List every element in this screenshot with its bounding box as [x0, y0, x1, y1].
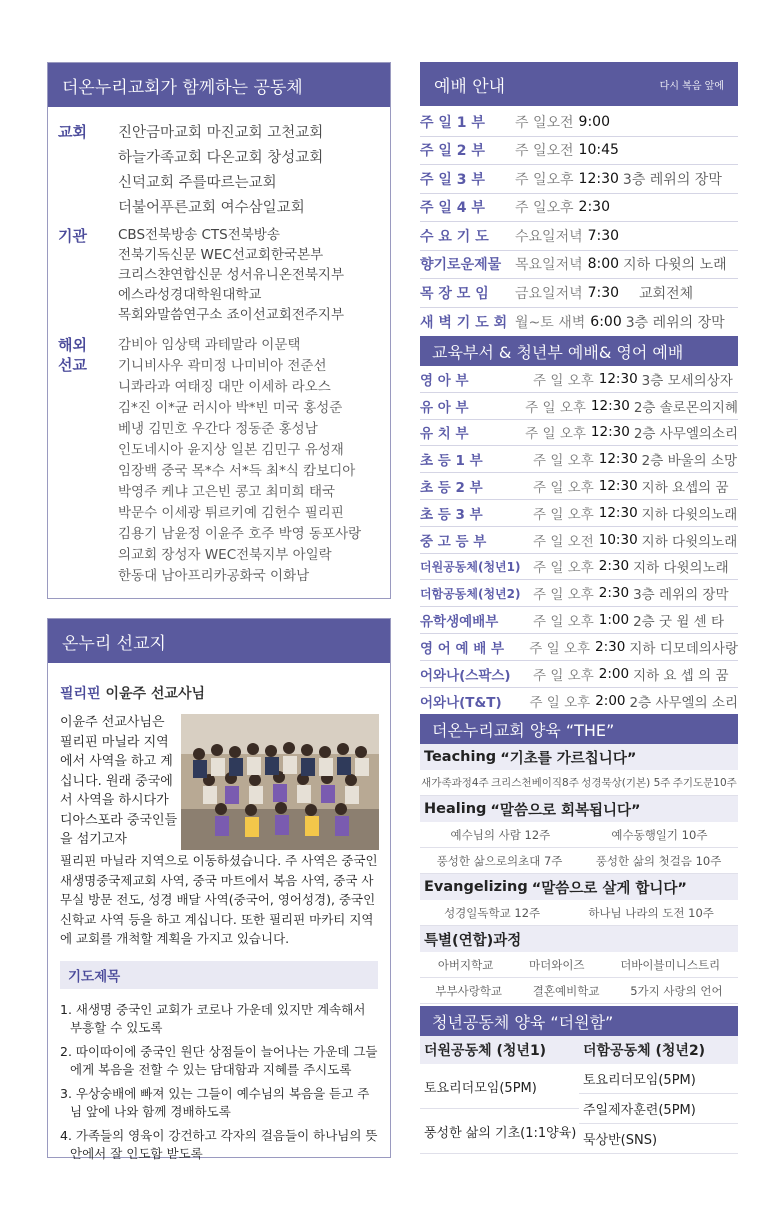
mission-line: 인도네시아 윤지상 일본 김민구 유성재: [118, 442, 344, 458]
church-line: 더불어푸른교회 여수삼일교회: [118, 200, 305, 216]
prayer-list: [48, 1001, 390, 1163]
community-panel: [47, 62, 391, 599]
evangelizing-row: Evangelizing “말씀으로 살게 합니다”: [420, 874, 738, 900]
prayer-item: 4. 가족들의 영육이 강건하고 각자의 걸음들이 하나님의 뜻 안에서 잘 인도함 받도록: [60, 1127, 378, 1161]
org-line: 전북기독신문 WEC선교회한국본부: [118, 247, 324, 263]
worship-header: [420, 62, 738, 106]
org-label: 기관: [58, 227, 87, 245]
org-line: 에스라성경대학원대학교: [118, 287, 262, 303]
missionary-name: [48, 663, 390, 711]
youth-item: 묵상반(SNS): [579, 1124, 738, 1154]
education-row: 초 등 3 부 주 일 오후 12:30 지하 다윗의노래: [420, 500, 738, 527]
youth-item: 주일제자훈련(5PM): [579, 1094, 738, 1124]
missionary-panel: [47, 618, 391, 1161]
youth-item: 풍성한 삶의 기초(1:1양육): [420, 1109, 579, 1154]
special-items: 아버지학교 마더와이즈 더바이블미니스트리: [420, 952, 738, 978]
healing-items: 예수님의 사람 12주 예수동행일기 10주: [420, 822, 738, 848]
education-row: 초 등 1 부 주 일 오후 12:30 2층 바울의 소망: [420, 446, 738, 473]
worship-title: 예배 안내: [434, 76, 506, 97]
youth-item: 토요리더모임(5PM): [420, 1064, 579, 1109]
org-section: [48, 225, 390, 325]
church-line: 신덕교회 주를따르는교회: [118, 175, 277, 191]
org-line: CBS전북방송 CTS전북방송: [118, 227, 280, 243]
church-section: [48, 121, 390, 221]
mission-line: 감비아 임상택 과테말라 이문택: [118, 337, 301, 353]
worship-row: 주 일 2 부 주 일오전 10:45: [420, 137, 738, 166]
worship-row: 수 요 기 도 수요일저녁 7:30: [420, 222, 738, 251]
mission-line: 기니비사우 곽미정 나미비아 전준선: [118, 358, 327, 374]
mission-section: [48, 335, 390, 587]
education-row: 유학생예배부 주 일 오후 1:00 2층 굿 윌 센 타: [420, 607, 738, 634]
missionary-intro: 이윤주 선교사님은 필리핀 마닐라 지역에서 사역을 하고 계십니다. 원래 중국에서 사역을 하시다가 디아스포라 중국인들을 섬기고자: [60, 715, 178, 847]
mission-line: 한동대 남아프리카공화국 이화남: [118, 568, 310, 584]
teaching-row: Teaching “기초를 가르칩니다”: [420, 744, 738, 770]
mission-line: 베냉 김민호 우간다 정동준 홍성남: [118, 421, 318, 437]
training-section: [420, 744, 738, 1004]
prayer-item: 1. 새생명 중국인 교회가 코로나 가운데 있지만 계속해서 부흥할 수 있도록: [60, 1001, 366, 1035]
worship-row: 주 일 4 부 주 일오후 2:30: [420, 194, 738, 223]
mission-label: 선교: [58, 356, 87, 374]
mission-line: 임장백 중국 목*수 서*득 최*식 캄보디아: [118, 463, 356, 479]
education-row: 유 치 부 주 일 오후 12:30 2층 사무엘의소리: [420, 420, 738, 447]
worship-row: 향기로운제물 목요일저녁 8:00 지하 다윗의 노래: [420, 251, 738, 280]
worship-row: 새 벽 기 도 회 월~토 새벽 6:00 3층 레위의 장막: [420, 313, 725, 331]
org-line: 목회와말씀연구소 죠이선교회전주지부: [118, 307, 344, 323]
education-table: [420, 366, 738, 714]
education-row: 초 등 2 부 주 일 오후 12:30 지하 요셉의 꿈: [420, 473, 738, 500]
education-row: 더원공동체(청년1) 주 일 오후 2:30 지하 다윗의노래: [420, 554, 738, 581]
special-items: 부부사랑학교 결혼예비학교 5가지 사랑의 언어: [420, 978, 738, 1004]
worship-subtitle: 다시 복음 앞에: [659, 80, 724, 92]
youth-item: 토요리더모임(5PM): [579, 1064, 738, 1094]
church-line: 진안금마교회 마진교회 고천교회: [118, 125, 324, 141]
evangelizing-items: 성경일독학교 12주 하나님 나라의 도전 10주: [420, 900, 738, 926]
prayer-item: 3. 우상숭배에 빠져 있는 그들이 예수님의 복음을 듣고 주님 앞에 나와 함께 경배하도록: [60, 1085, 370, 1119]
youth-col2-head: 더함공동체 (청년2): [579, 1036, 738, 1064]
education-row: 중 고 등 부 주 일 오전 10:30 지하 다윗의노래: [420, 527, 738, 554]
teaching-items: 새가족과정4주 크리스천베이직8주 성경묵상(기본) 5주 주기도문10주: [420, 770, 738, 796]
youth-grid: [420, 1036, 738, 1154]
education-row: 영 아 부 주 일 오후 12:30 3층 모세의상자: [420, 366, 738, 393]
church-line: 하늘가족교회 다온교회 창성교회: [118, 150, 324, 166]
youth-col1-head: 더원공동체 (청년1): [420, 1036, 579, 1064]
education-header: 교육부서 & 청년부 예배& 영어 예배: [420, 336, 738, 366]
missionary-country: 필리핀: [60, 686, 101, 702]
church-label: 교회: [58, 123, 87, 141]
education-row: 더함공동체(청년2) 주 일 오후 2:30 3층 레위의 장막: [420, 580, 738, 607]
prayer-item: 2. 따이따이에 중국인 원단 상점들이 늘어나는 가운데 그들에게 복음을 전할 수 있는 담대함과 지혜를 주시도록: [60, 1043, 378, 1077]
prayer-header: 기도제목: [60, 961, 378, 989]
mission-line: 니콰라과 여태징 대만 이세하 라오스: [118, 379, 331, 395]
mission-label: 해외: [58, 336, 87, 354]
missionary-header: [48, 619, 390, 663]
healing-items: 풍성한 삶으로의초대 7주 풍성한 삶의 첫걸음 10주: [420, 848, 738, 874]
right-column: [420, 62, 738, 1154]
worship-row: 목 장 모 임 금요일저녁 7:30 교회전체: [420, 279, 738, 308]
worship-row: 주 일 1 부 주 일오전 9:00: [420, 108, 738, 137]
mission-line: 의교회 장성자 WEC전북지부 아일락: [118, 547, 332, 563]
mission-line: 박영주 케냐 고은빈 콩고 최미희 태국: [118, 484, 336, 500]
training-header: 더온누리교회 양육 “THE”: [420, 714, 738, 744]
community-title: 더온누리교회가 함께하는 공동체: [62, 77, 303, 98]
worship-row: 주 일 3 부 주 일오후 12:30 3층 레위의 장막: [420, 165, 738, 194]
special-row: 특별(연합)과정: [420, 926, 738, 952]
missionary-description: 필리핀 마닐라 지역으로 이동하셨습니다. 주 사역은 중국인 새생명중국제교회 사역, 중국 마트에서 복음 사역, 중국 사무실 방문 전도, 성경 배달 사역(중국어, 영어성경), 중국인 신학교 사역 등을 하고 계십니다. 또한 필리핀 마카티 지역에 교회를 개척할 계획을 가지고 있습니다.: [60, 853, 378, 946]
healing-row: Healing “말씀으로 회복됩니다”: [420, 796, 738, 822]
org-line: 크리스챤연합신문 성서유니온전북지부: [118, 267, 344, 283]
missionary-person: 이윤주 선교사님: [105, 686, 205, 702]
mission-line: 김*진 이*균 러시아 박*빈 미국 홍성준: [118, 400, 343, 416]
education-row: 영 어 예 배 부 주 일 오후 2:30 지하 디모데의사랑: [420, 634, 738, 661]
education-row: 어와나(T&T) 주 일 오후 2:00 2층 사무엘의 소리: [420, 692, 738, 711]
worship-table: [420, 108, 738, 336]
group-photo: [181, 714, 379, 850]
mission-line: 박문수 이세광 튀르키예 김헌수 필리핀: [118, 505, 344, 521]
education-row: 유 아 부 주 일 오후 12:30 2층 솔로몬의지혜: [420, 393, 738, 420]
community-header: [48, 63, 390, 107]
mission-line: 김용기 남윤정 이윤주 호주 박영 동포사랑: [118, 526, 362, 542]
youth-header: 청년공동체 양육 “더원함”: [420, 1006, 738, 1036]
education-row: 어와나(스팍스) 주 일 오후 2:00 지하 요 셉 의 꿈: [420, 661, 738, 688]
missionary-title: 온누리 선교지: [62, 633, 166, 654]
